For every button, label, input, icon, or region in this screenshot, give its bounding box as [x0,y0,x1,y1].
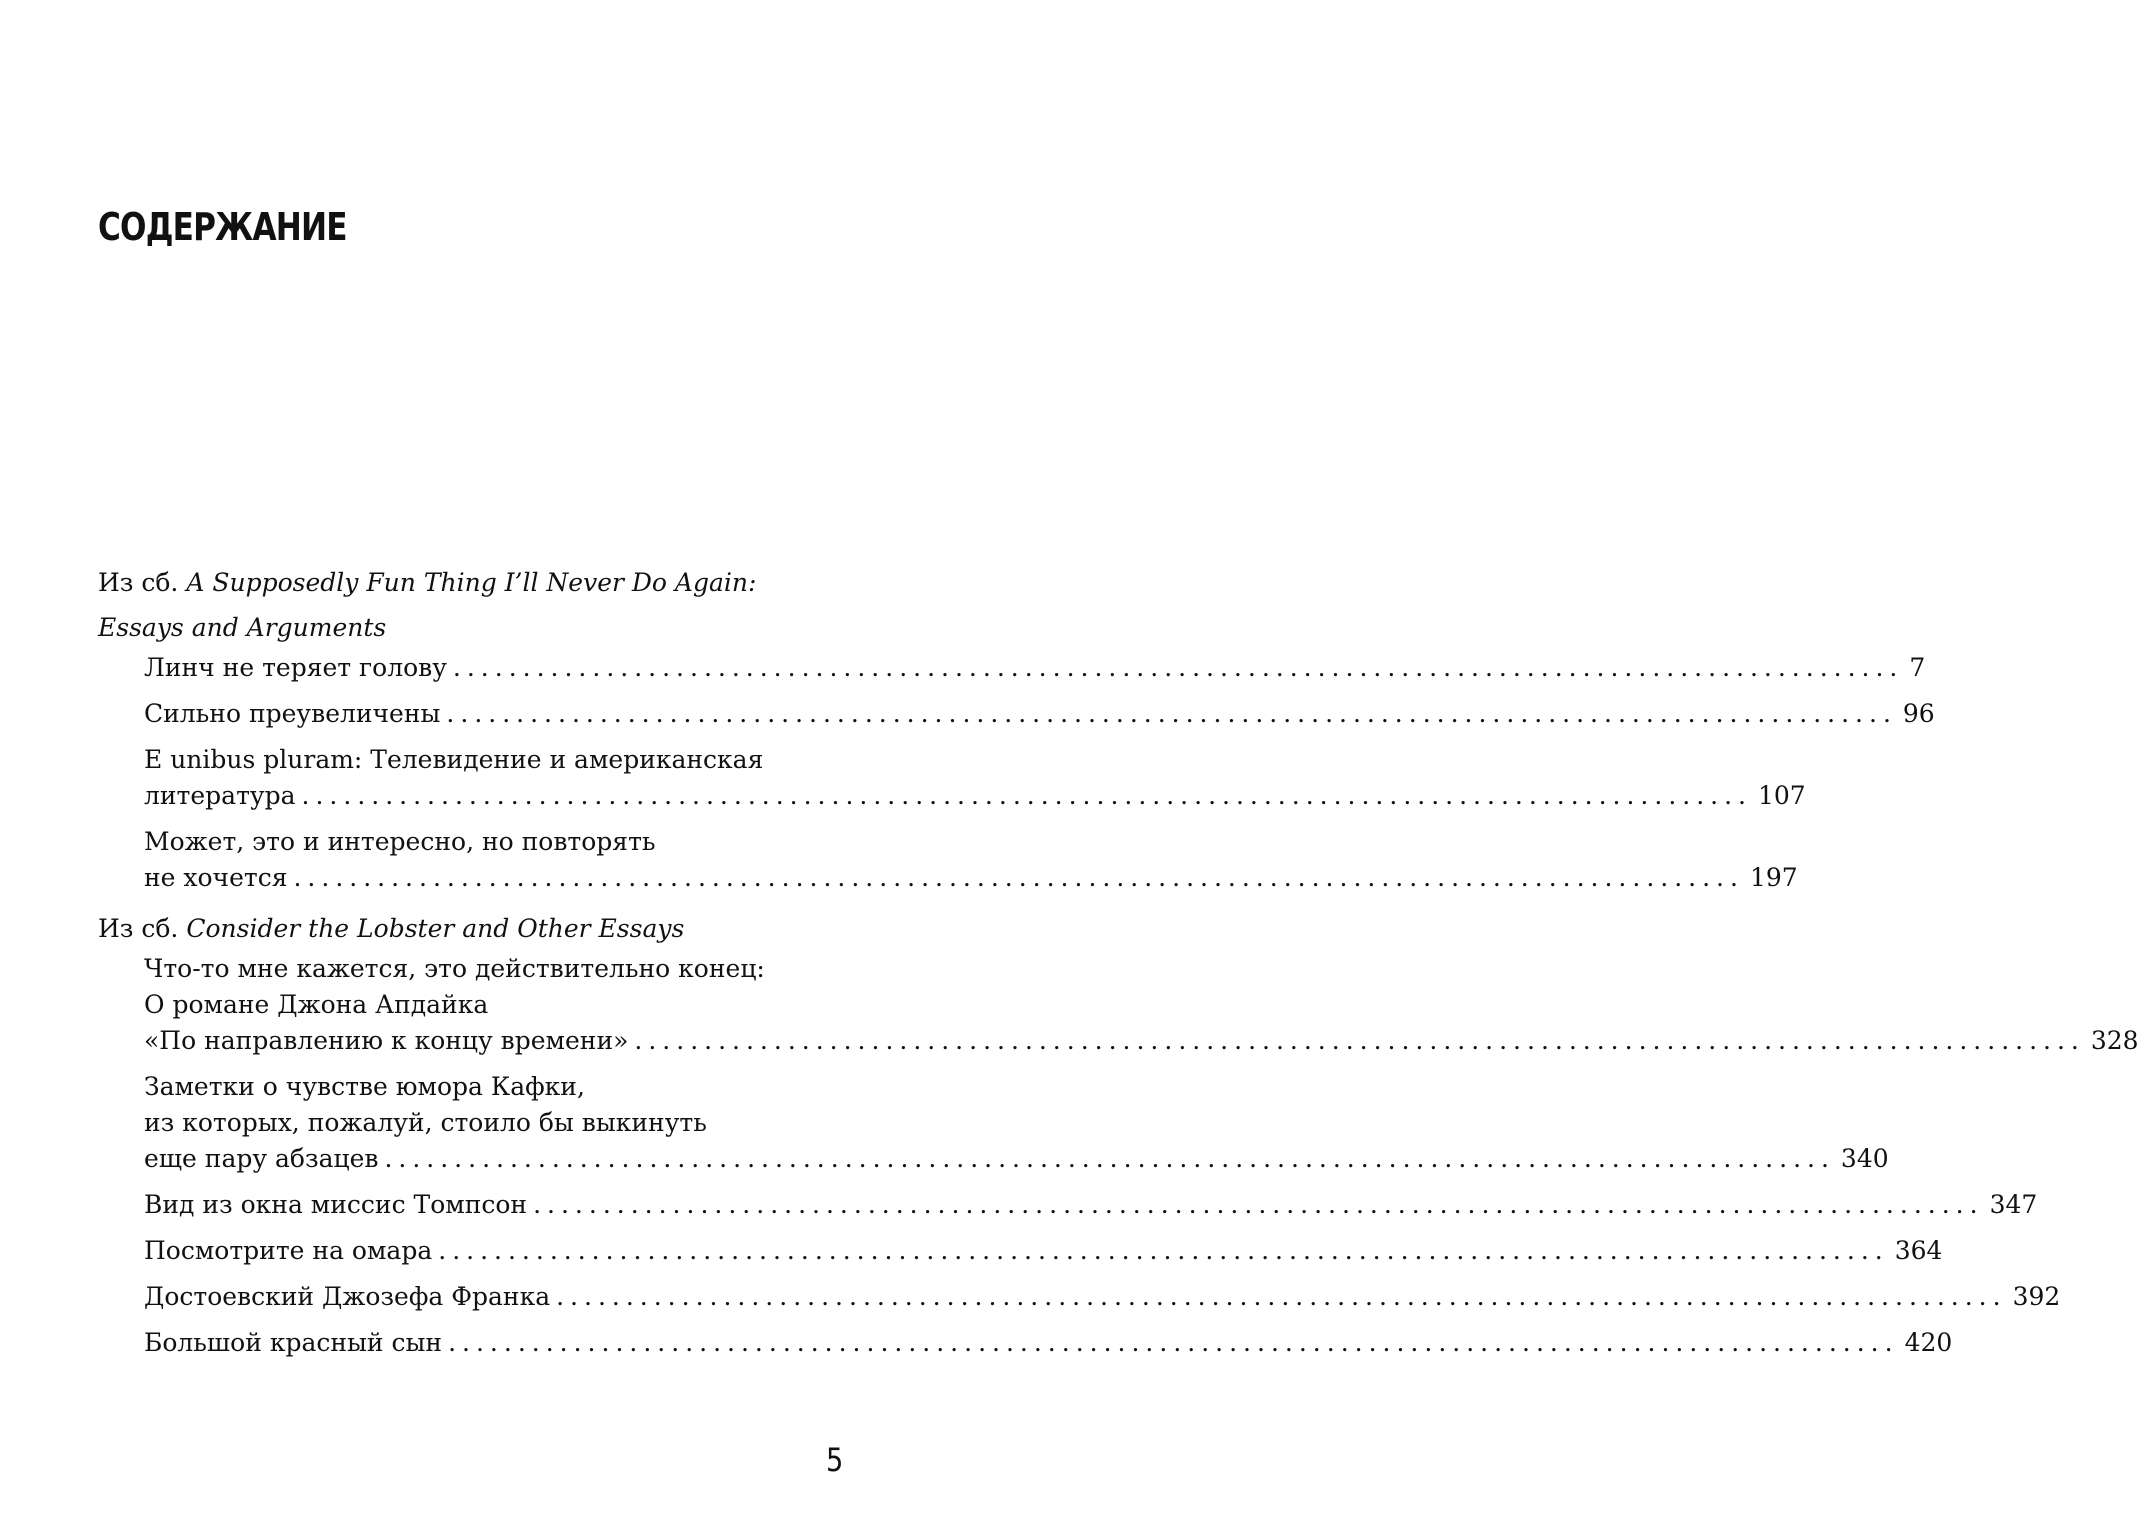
dot-leader: ........................................................................................................ [384,1144,1835,1173]
entry-title-line: из которых, пожалуй, стоило бы выкинуть [144,1108,707,1137]
toc-entry [144,1325,1953,1361]
dot-leader: ........................................................................................................ [448,1328,1899,1357]
entry-title: Линч не теряет голову [144,653,447,682]
entry-title: «По направлению к концу времени» [144,1026,629,1055]
toc-entry [144,951,2139,1059]
book-title-continued: Essays and Arguments [98,613,387,642]
toc-entry [144,696,1935,732]
entry-page-number: 107 [1758,781,1806,810]
entry-title-line: Что-то мне кажется, это действительно конец: [144,954,765,983]
entry-title-line: Заметки о чувстве юмора Кафки, [144,1072,585,1101]
dot-leader: ........................................................................................................ [634,1026,2085,1055]
entry-title: Посмотрите на омара [144,1236,433,1265]
toc-entry [144,1279,2061,1315]
toc-entry [144,742,1806,814]
toc-entry [144,1233,1943,1269]
entry-title: не хочется [144,863,288,892]
entry-title: Большой красный сын [144,1328,443,1357]
book-title: Consider the Lobster and Other Essays [186,914,685,943]
dot-leader: ........................................................................................................ [556,1282,2007,1311]
toc-section [98,560,1935,896]
toc-section [98,906,2139,1361]
entry-title: еще пару абзацев [144,1144,379,1173]
entry-page-number: 392 [2012,1282,2061,1311]
section-title [98,560,840,650]
entry-title: литература [144,781,296,810]
page-number: 5 [826,1441,844,1479]
entry-page-number: 7 [1909,653,1926,682]
entry-page-number: 96 [1902,699,1935,728]
section-prefix: Из сб. [98,568,187,597]
toc-entry [144,650,1926,686]
entry-title-line: Может, это и интересно, но повторять [144,827,656,856]
book-title: A Supposedly Fun Thing I’ll Never Do Again: [186,568,757,597]
toc-entry [144,824,1798,896]
section-prefix: Из сб. [98,914,187,943]
entry-title: Сильно преувеличены [144,699,441,728]
entry-title-line: О романе Джона Апдайка [144,990,489,1019]
dot-leader: ........................................................................................................ [446,699,1897,728]
entry-title-line: E unibus pluram: Телевидение и американская [144,745,764,774]
entry-page-number: 328 [2090,1026,2139,1055]
entry-page-number: 340 [1840,1144,1889,1173]
entry-page-number: 364 [1894,1236,1943,1265]
entry-title: Вид из окна миссис Томпсон [144,1190,528,1219]
dot-leader: ........................................................................................................ [452,653,1904,682]
dot-leader: ........................................................................................................ [293,863,1744,892]
entry-page-number: 197 [1749,863,1798,892]
dot-leader: ........................................................................................................ [533,1190,1984,1219]
toc-entry [144,1187,2038,1223]
section-title [98,906,840,951]
dot-leader: ........................................................................................................ [438,1236,1889,1265]
entry-title: Достоевский Джозефа Франка [144,1282,551,1311]
dot-leader: ........................................................................................................ [301,781,1752,810]
table-of-contents [98,560,2139,1371]
entry-page-number: 420 [1904,1328,1953,1357]
entry-page-number: 347 [1989,1190,2038,1219]
toc-entry [144,1069,1889,1177]
page-title: СОДЕРЖАНИЕ [98,205,347,249]
